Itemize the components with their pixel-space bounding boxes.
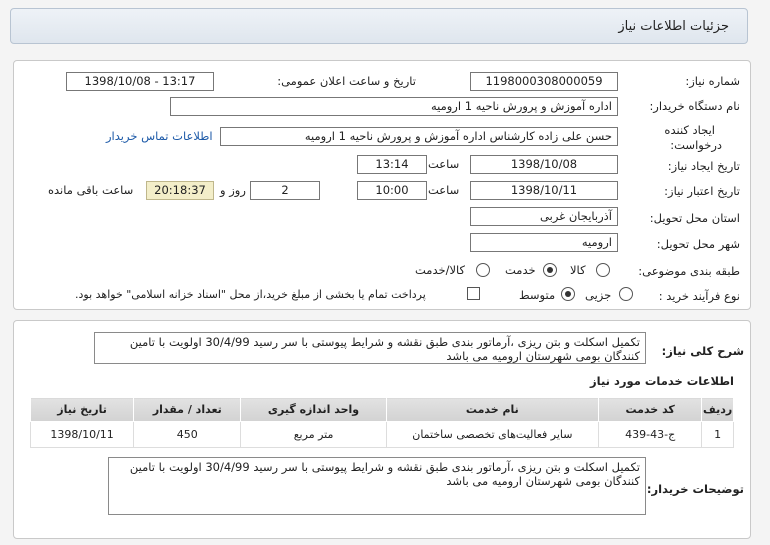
need-number-label: شماره نیاز: [685, 74, 740, 88]
category-goods-service-label: کالا/خدمت [415, 263, 466, 277]
process-medium-label: متوسط [519, 288, 556, 302]
created-date-field[interactable]: 1398/10/08 [470, 155, 618, 174]
announce-datetime-field[interactable]: 1398/10/08 - 13:17 [66, 72, 214, 91]
remaining-days-field[interactable]: 2 [250, 181, 320, 200]
remaining-time-field: 20:18:37 [146, 181, 214, 200]
category-goods-radio[interactable] [596, 263, 610, 277]
treasury-payment-text: پرداخت تمام یا بخشی از مبلغ خرید،از محل "اسناد خزانه اسلامی" خواهد بود. [75, 288, 426, 301]
page-header [10, 8, 748, 44]
buyer-org-label: نام دستگاه خریدار: [649, 99, 740, 113]
created-time-label: ساعت [428, 157, 460, 171]
validity-time-field[interactable]: 10:00 [357, 181, 427, 200]
category-goods-service-radio[interactable] [476, 263, 490, 277]
services-title: اطلاعات خدمات مورد نیاز [590, 374, 734, 388]
process-type-label: نوع فرآیند خرید : [658, 289, 740, 303]
process-minor-radio[interactable] [619, 287, 633, 301]
row-index: 1 [702, 422, 734, 448]
creator-field[interactable]: حسن علی زاده کارشناس اداره آموزش و پرورش ناحیه 1 ارومیه [220, 127, 618, 146]
col-need-date: تاریخ نیاز [31, 398, 134, 422]
creator-label: ایجاد کننده [664, 123, 715, 137]
province-field[interactable]: آذربایجان غربی [470, 207, 618, 226]
description-label: شرح کلی نیاز: [661, 344, 744, 358]
process-medium-radio[interactable] [561, 287, 575, 301]
need-number-field[interactable]: 1198000308000059 [470, 72, 618, 91]
created-date-label: تاریخ ایجاد نیاز: [667, 159, 740, 173]
validity-date-field[interactable]: 1398/10/11 [470, 181, 618, 200]
col-quantity: تعداد / مقدار [134, 398, 241, 422]
col-name: نام خدمت [386, 398, 599, 422]
buyer-notes-label: توضیحات خریدار: [646, 482, 744, 496]
city-label: شهر محل تحویل: [656, 237, 740, 251]
col-row: ردیف [702, 398, 734, 422]
remaining-time-label: ساعت باقی مانده [48, 183, 134, 197]
service-name: سایر فعالیت‌های تخصصی ساختمان [386, 422, 599, 448]
created-time-field[interactable]: 13:14 [357, 155, 427, 174]
creator-label-line2: درخواست: [670, 138, 722, 152]
table-row [31, 422, 734, 448]
process-minor-label: جزیی [585, 288, 612, 302]
description-text: تکمیل اسکلت و بتن ریزی ،آرماتور بندی طبق نقشه و شرایط پیوستی با سر رسید 30/4/99 اولویت با تامین کنندگان بومی شهرستان ارومیه می باشد [94, 332, 646, 364]
validity-time-label: ساعت [428, 183, 460, 197]
province-label: استان محل تحویل: [649, 211, 740, 225]
buyer-notes-text: تکمیل اسکلت و بتن ریزی ،آرماتور بندی طبق نقشه و شرایط پیوستی با سر رسید 30/4/99 اولویت با تامین کنندگان بومی شهرستان ارومیه می باشد [108, 457, 646, 515]
city-field[interactable]: ارومیه [470, 233, 618, 252]
validity-date-label: تاریخ اعتبار نیاز: [664, 184, 740, 198]
col-unit: واحد اندازه گیری [241, 398, 386, 422]
page-title: جزئیات اطلاعات نیاز [618, 19, 729, 34]
category-service-label: خدمت [505, 263, 536, 277]
services-table [30, 397, 734, 448]
announce-datetime-label: تاریخ و ساعت اعلان عمومی: [277, 74, 416, 88]
service-code: ج-43-439 [599, 422, 702, 448]
buyer-org-field[interactable]: اداره آموزش و پرورش ناحیه 1 ارومیه [170, 97, 618, 116]
quantity: 450 [134, 422, 241, 448]
need-date: 1398/10/11 [31, 422, 134, 448]
services-header-row [31, 398, 734, 422]
category-goods-label: کالا [570, 263, 586, 277]
days-label: روز و [220, 183, 246, 197]
col-code: کد خدمت [599, 398, 702, 422]
category-service-radio[interactable] [543, 263, 557, 277]
unit: متر مربع [241, 422, 386, 448]
treasury-payment-checkbox[interactable] [467, 287, 480, 300]
buyer-contact-link[interactable]: اطلاعات تماس خریدار [106, 129, 213, 143]
category-label: طبقه بندی موضوعی: [638, 264, 740, 278]
